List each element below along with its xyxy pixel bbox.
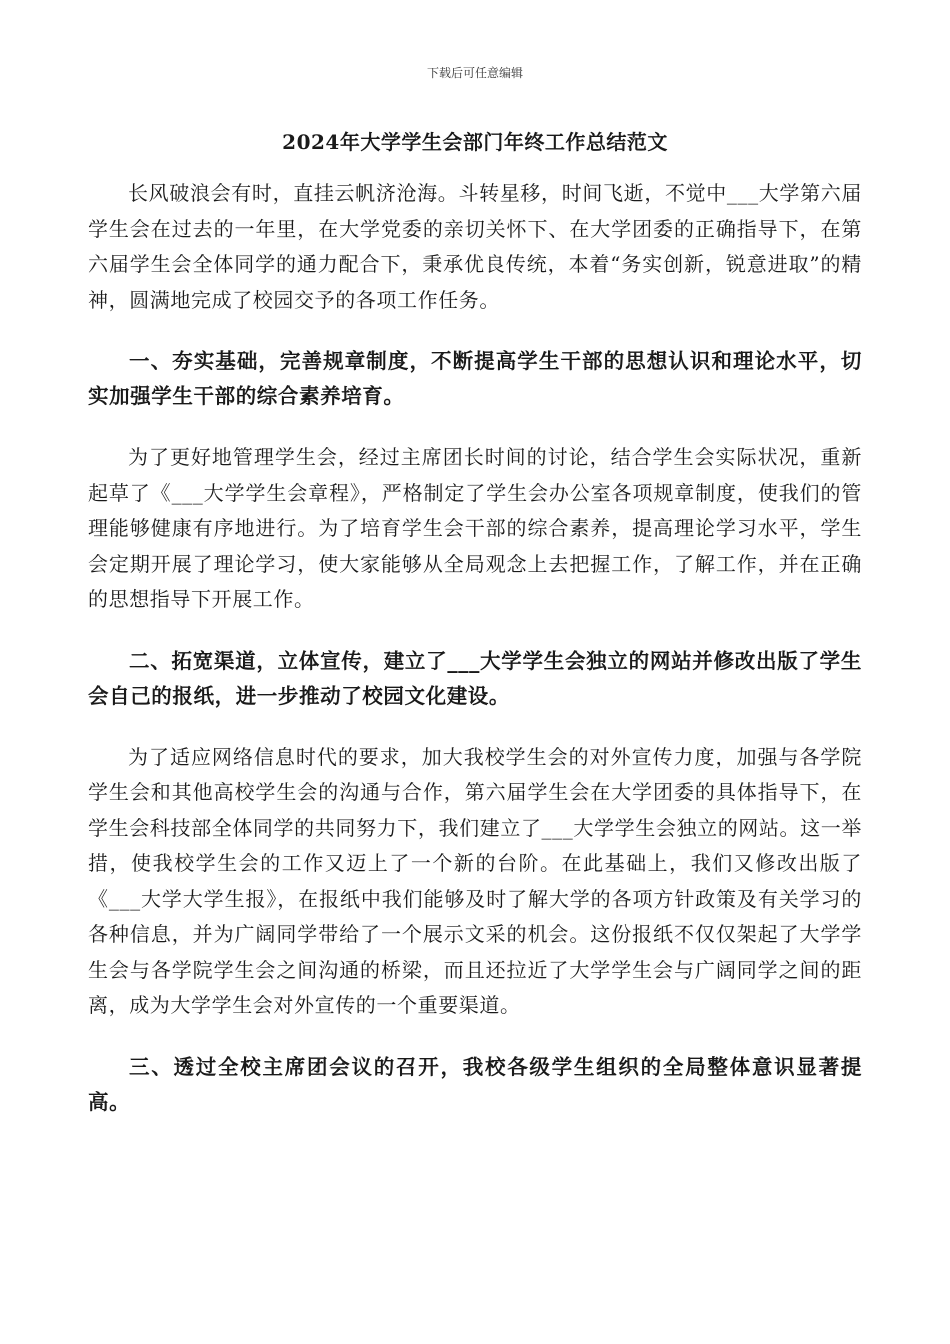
document-title: 2024年大学学生会部门年终工作总结范文 xyxy=(282,130,668,154)
section-heading-2: 二、拓宽渠道，立体宣传，建立了___大学学生会独立的网站并修改出版了学生会自己的报纸，进一步推动了校园文化建设。 xyxy=(88,648,862,708)
section-heading-3: 三、透过全校主席团会议的召开，我校各级学生组织的全局整体意识显著提高。 xyxy=(88,1054,862,1114)
intro-paragraph: 长风破浪会有时，直挂云帆济沧海。斗转星移，时间飞逝，不觉中___大学第六届学生会在过去的一年里，在大学党委的亲切关怀下、在大学团委的正确指导下，在第六届学生会全体同学的通力配合下，秉承优良传统，本着“务实创新，锐意进取”的精神，圆满地完成了校园交予的各项工作任务。 xyxy=(88,181,862,312)
section-heading-1: 一、夯实基础，完善规章制度，不断提高学生干部的思想认识和理论水平，切实加强学生干部的综合素养培育。 xyxy=(88,349,862,408)
document-body xyxy=(88,176,862,1120)
section-body-2: 为了适应网络信息时代的要求，加大我校学生会的对外宣传力度，加强与各学院学生会和其他高校学生会的沟通与合作，第六届学生会在大学团委的具体指导下，在学生会科技部全体同学的共同努力下，我们建立了___大学学生会独立的网站。这一举措，使我校学生会的工作又迈上了一个新的台阶。在此基础上，我们又修改出版了《___大学大学生报》，在报纸中我们能够及时了解大学的各项方针政策及有关学习的各种信息，并为广阔同学带给了一个展示文采的机会。这份报纸不仅仅架起了大学学生会与各学院学生会之间沟通的桥梁，而且还拉近了大学学生会与广阔同学之间的距离，成为大学学生会对外宣传的一个重要渠道。 xyxy=(88,744,862,1017)
section-body-1: 为了更好地管理学生会，经过主席团长时间的讨论，结合学生会实际状况，重新起草了《___大学学生会章程》，严格制定了学生会办公室各项规章制度，使我们的管理能够健康有序地进行。为了培育学生会干部的综合素养，提高理论学习水平，学生会定期开展了理论学习，使大家能够从全局观念上去把握工作，了解工作，并在正确的思想指导下开展工作。 xyxy=(88,445,862,611)
header-note: 下载后可任意编辑 xyxy=(426,66,523,80)
